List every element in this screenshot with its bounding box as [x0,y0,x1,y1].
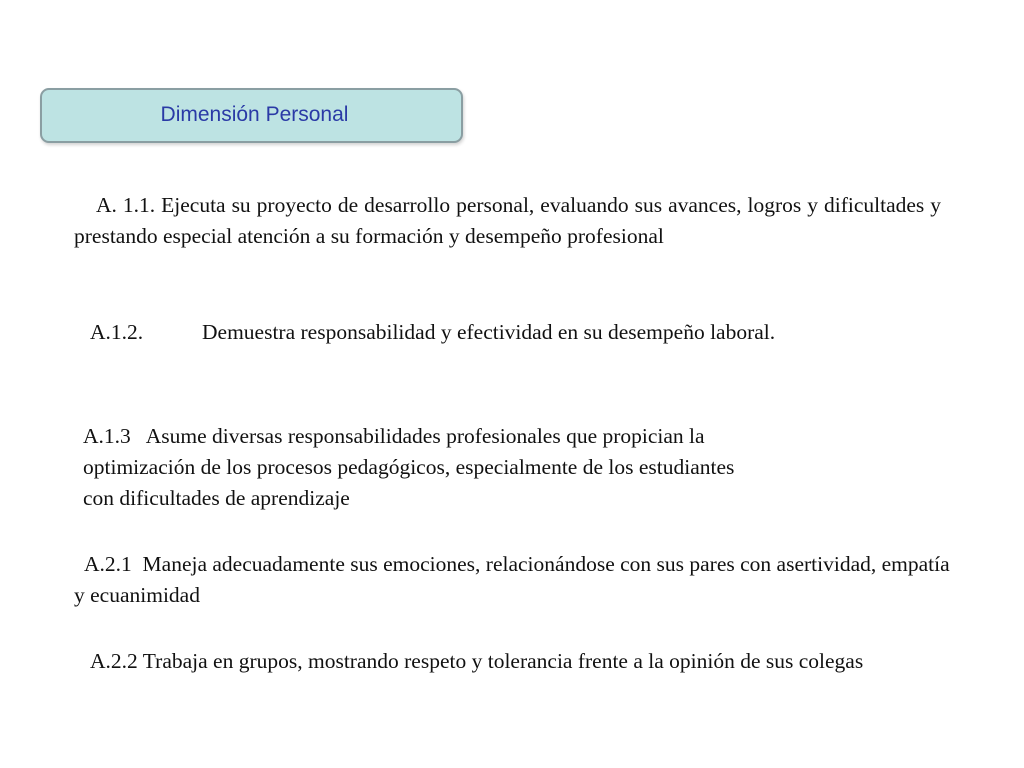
competency-item-a-2-2 [82,646,918,677]
competency-item-a-1-3 [83,421,953,514]
item-text: Maneja adecuadamente sus emociones, relacionándose con sus pares con asertividad, empatía y ecuanimidad [74,552,950,607]
item-text: Trabaja en grupos, mostrando respeto y tolerancia frente a la opinión de sus colegas [142,649,864,673]
item-text: Ejecuta su proyecto de desarrollo personal, evaluando sus avances, logros y dificultades y prestando especial atención a su formación y desempeño profesional [74,193,941,248]
item-code: A.2.1 [84,552,132,576]
item-code: A.1.3 [83,424,131,448]
competency-item-a-1-2 [82,317,934,348]
item-text: Demuestra responsabilidad y efectividad en su desempeño laboral. [202,320,776,344]
item-text-line-3: con dificultades de aprendizaje [83,486,350,510]
slide-title: Dimensión Personal [160,103,349,126]
competency-item-a-1-1 [74,190,941,252]
item-code: A. 1.1. [96,193,156,217]
competency-item-a-2-1 [74,549,954,611]
title-box [40,88,463,143]
item-code: A.1.2. [90,320,144,344]
item-code: A.2.2 [90,649,138,673]
item-text-line-1: Asume diversas responsabilidades profesionales que propician la [145,424,705,448]
item-text-line-2: optimización de los procesos pedagógicos, especialmente de los estudiantes [83,455,735,479]
